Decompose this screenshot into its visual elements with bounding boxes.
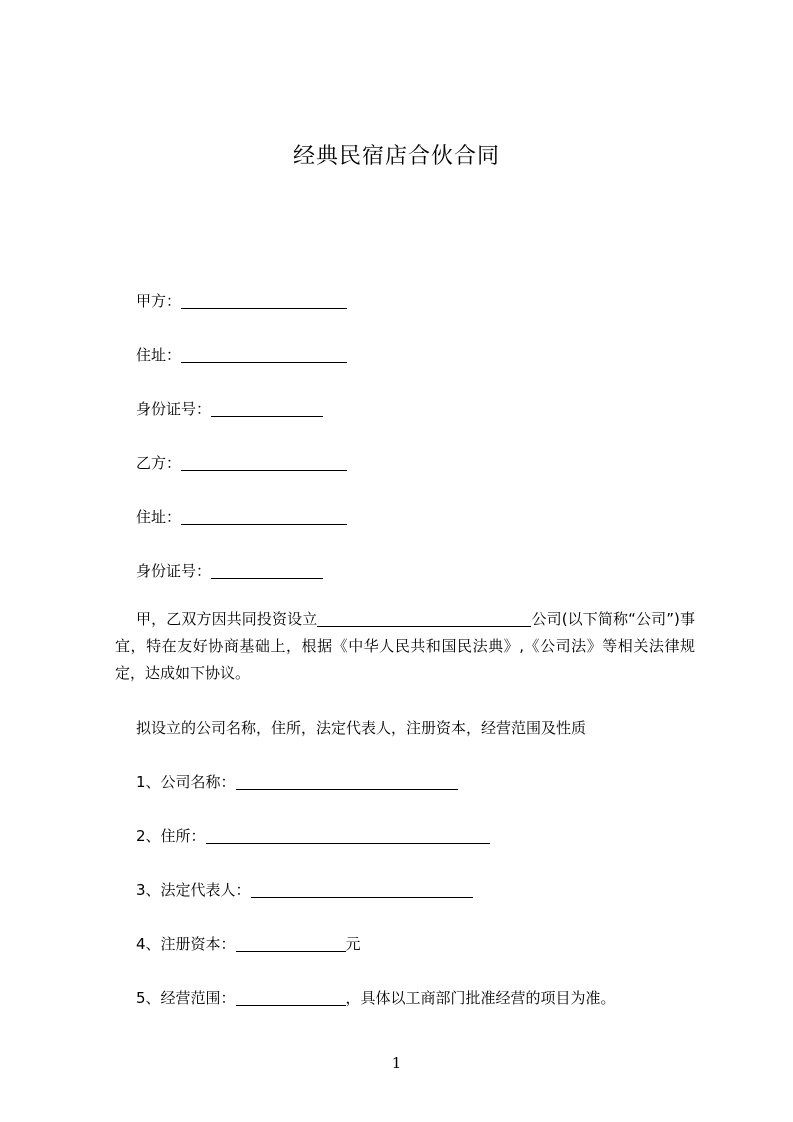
- residence-label: 2、住所：: [136, 827, 206, 845]
- scope-blank[interactable]: [236, 989, 346, 1006]
- capital-unit: 元: [345, 935, 361, 953]
- scope-label: 5、经营范围：: [136, 989, 236, 1007]
- section-heading: 拟设立的公司名称，住所，法定代表人，注册资本，经营范围及性质: [136, 719, 587, 737]
- party-a-id-blank[interactable]: [211, 400, 323, 417]
- residence-field: [136, 825, 490, 847]
- party-a-address-field: [136, 344, 347, 366]
- party-b-address-blank[interactable]: [181, 508, 347, 525]
- page-number: 1: [391, 1054, 402, 1072]
- company-name-field: [136, 771, 458, 793]
- party-b-id-field: [136, 560, 323, 582]
- company-name-blank[interactable]: [236, 773, 458, 790]
- capital-blank[interactable]: [236, 935, 346, 952]
- party-a-id-label: 身份证号：: [136, 400, 212, 418]
- party-a-address-label: 住址：: [136, 346, 182, 364]
- scope-field: [136, 987, 616, 1009]
- party-a-name-blank[interactable]: [181, 292, 347, 309]
- capital-label: 4、注册资本：: [136, 935, 236, 953]
- party-b-id-blank[interactable]: [211, 562, 323, 579]
- party-b-name-field: [136, 452, 347, 474]
- party-a-name-label: 甲方：: [136, 292, 182, 310]
- party-a-address-blank[interactable]: [181, 346, 347, 363]
- residence-blank[interactable]: [206, 827, 490, 844]
- intro-text-end: 公司(以下简称“公司”)事宜，特在友好协商基础上，根据《中华人民共和国民法典》,《公司法》等相关法律规定，达成如下协议。: [115, 610, 695, 682]
- legal-rep-blank[interactable]: [251, 881, 473, 898]
- party-b-id-label: 身份证号：: [136, 562, 212, 580]
- intro-text-start: 甲，乙双方因共同投资设立: [136, 610, 318, 628]
- legal-rep-label: 3、法定代表人：: [136, 881, 251, 899]
- party-b-name-blank[interactable]: [181, 454, 347, 471]
- document-title: 经典民宿店合伙合同: [292, 144, 500, 169]
- party-a-id-field: [136, 398, 323, 420]
- party-b-address-label: 住址：: [136, 508, 182, 526]
- legal-rep-field: [136, 879, 473, 901]
- capital-field: [136, 933, 361, 955]
- party-a-name-field: [136, 290, 347, 312]
- company-name-label: 1、公司名称：: [136, 773, 236, 791]
- intro-paragraph: [115, 606, 695, 687]
- party-b-name-label: 乙方：: [136, 454, 182, 472]
- scope-suffix: ，具体以工商部门批准经营的项目为准。: [345, 989, 616, 1007]
- intro-company-blank[interactable]: [317, 610, 531, 627]
- party-b-address-field: [136, 506, 347, 528]
